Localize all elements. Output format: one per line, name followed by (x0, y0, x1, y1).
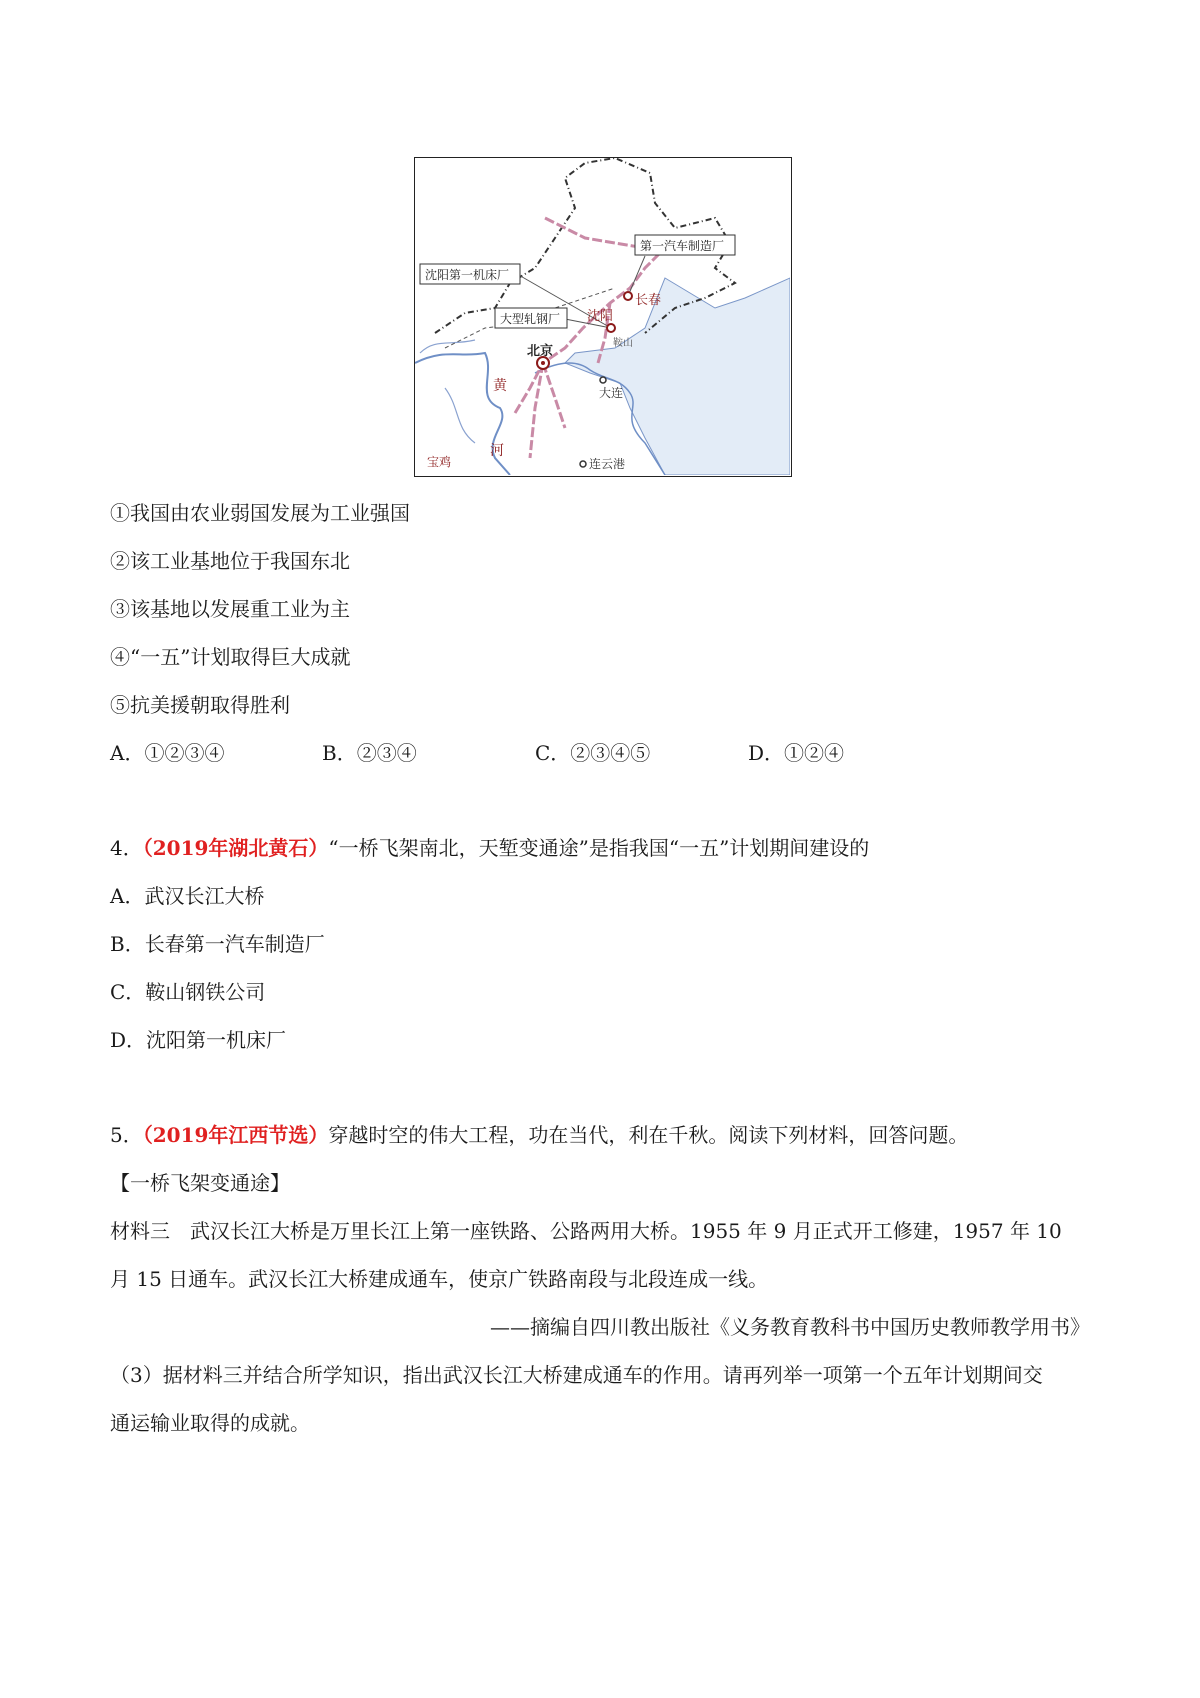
label-changchun: 长春 (635, 293, 662, 308)
statement-3: ③该基地以发展重工业为主 (110, 597, 350, 621)
statement-2: ②该工业基地位于我国东北 (110, 549, 350, 573)
q4-option-a: A．武汉长江大桥 (110, 884, 265, 908)
map-drawing (415, 158, 790, 475)
q5-material-line-1: 材料三 武汉长江大桥是万里长江上第一座铁路、公路两用大桥。1955 年 9 月正式开工修建，1957 年 10 (110, 1219, 1062, 1243)
label-steel-mill: 大型轧钢厂 (500, 312, 561, 326)
statement-1: ①我国由农业弱国发展为工业强国 (110, 501, 410, 525)
label-river-he: 河 (490, 443, 504, 459)
q3-option-c: C．②③④⑤ (535, 741, 651, 765)
label-dalian: 大连 (599, 386, 624, 400)
beijing-dot-inner (541, 361, 545, 365)
q3-option-d: D．①②④ (748, 741, 845, 765)
label-beijing: 北京 (527, 344, 554, 359)
label-baoji: 宝鸡 (427, 455, 452, 469)
q5-section-title: 【一桥飞架变通途】 (110, 1171, 290, 1195)
q3-option-b: B．②③④ (322, 741, 417, 765)
shenyang-dot (607, 324, 615, 332)
sea-area (565, 278, 790, 475)
q5-question-line-1: （3）据材料三并结合所学知识，指出武汉长江大桥建成通车的作用。请再列举一项第一个五年计划期间交 (110, 1363, 1043, 1387)
lianyungang-dot (580, 461, 586, 467)
q5-stem: 穿越时空的伟大工程，功在当代，利在千秋。阅读下列材料，回答问题。 (328, 1123, 969, 1147)
q4-option-b: B．长春第一汽车制造厂 (110, 932, 325, 956)
q5-citation: ——摘编自四川教出版社《义务教育教科书中国历史教师教学用书》 (490, 1315, 1090, 1339)
q4-source: （2019年湖北黄石） (142, 836, 329, 860)
label-anshan: 鞍山 (613, 338, 633, 349)
q4-number: 4． (110, 836, 143, 860)
dalian-dot (600, 377, 606, 383)
q4-option-c: C．鞍山钢铁公司 (110, 980, 266, 1004)
leader-line-auto (628, 256, 645, 296)
statement-4: ④“一五”计划取得巨大成就 (110, 645, 351, 669)
q5-source: （2019年江西节选） (142, 1123, 329, 1147)
q3-option-a: A．①②③④ (110, 741, 225, 765)
label-lianyungang: 连云港 (589, 457, 626, 471)
q5-number: 5． (110, 1123, 143, 1147)
q5-material-line-2: 月 15 日通车。武汉长江大桥建成通车，使京广铁路南段与北段连成一线。 (110, 1267, 769, 1291)
q4-stem: “一桥飞架南北，天堑变通途”是指我国“一五”计划期间建设的 (328, 836, 870, 860)
label-first-auto: 第一汽车制造厂 (640, 239, 725, 253)
label-shenyang: 沈阳 (587, 309, 614, 324)
changchun-dot (624, 292, 632, 300)
label-shenyang-machine: 沈阳第一机床厂 (425, 268, 510, 282)
label-river-huang: 黄 (493, 378, 507, 394)
q5-stem-line (110, 1122, 968, 1148)
q4-option-d: D．沈阳第一机床厂 (110, 1028, 287, 1052)
q5-question-line-2: 通运输业取得的成就。 (110, 1411, 310, 1435)
q4-stem-line (110, 835, 869, 861)
statement-5: ⑤抗美援朝取得胜利 (110, 693, 290, 717)
northeast-industrial-base-map (414, 157, 792, 477)
